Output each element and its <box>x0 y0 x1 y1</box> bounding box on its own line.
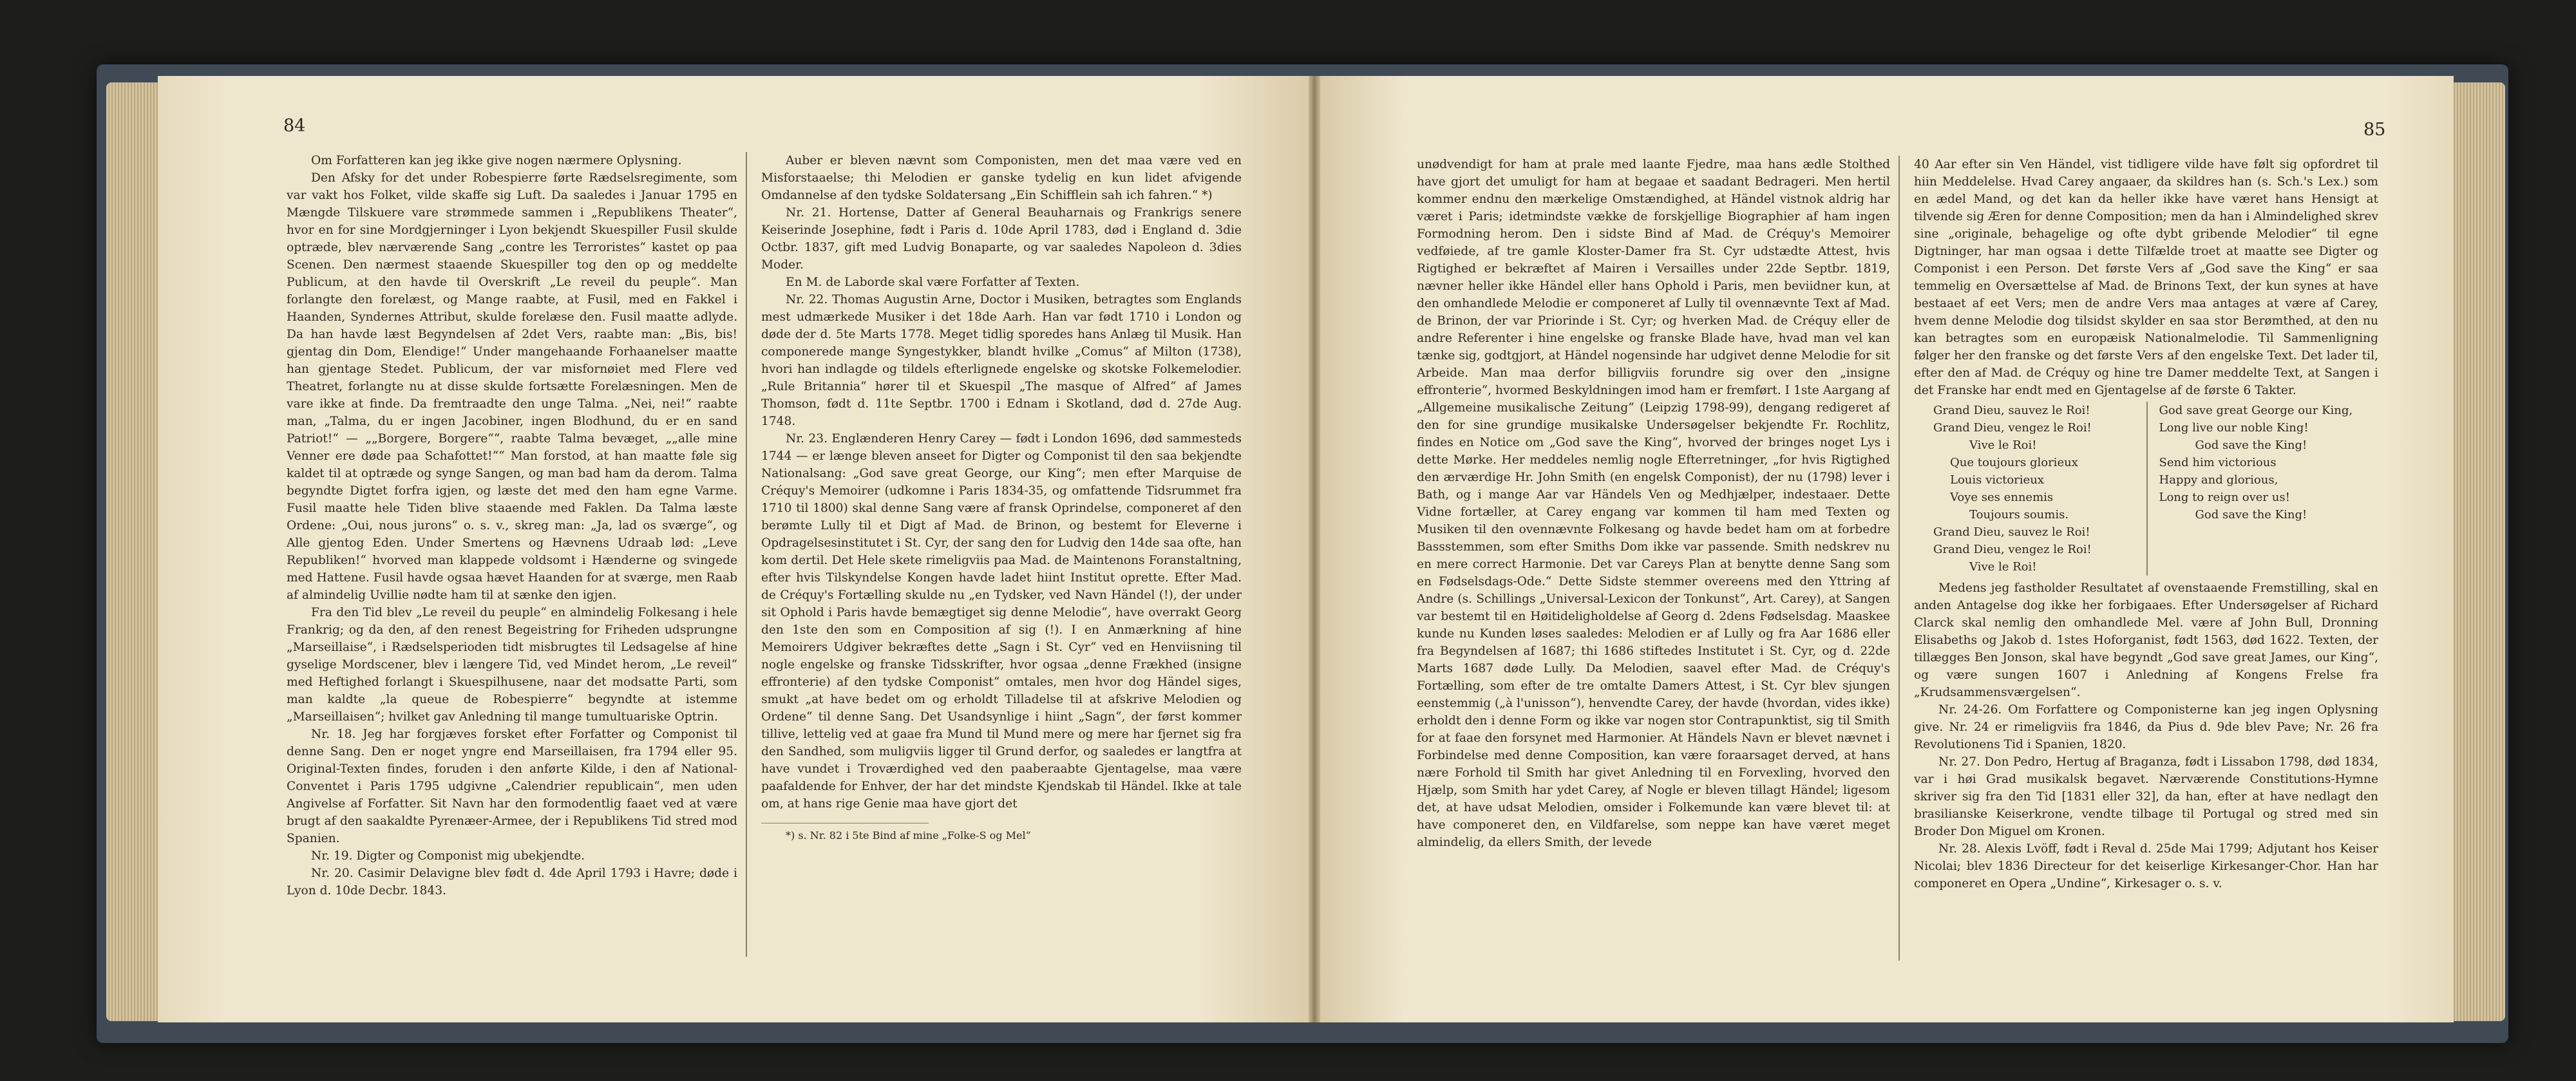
song-line: Vive le Roi! <box>1969 438 2037 452</box>
left-page-column-1 <box>287 152 737 957</box>
paragraph-nr-19: Nr. 19. Digter og Componist mig ubekjendte. <box>311 849 585 863</box>
song-line: Grand Dieu, vengez le Roi! <box>1933 421 2092 435</box>
song-line: Grand Dieu, sauvez le Roi! <box>1933 525 2090 539</box>
song-line: God save the King! <box>2195 438 2307 452</box>
left-page-column-2 <box>746 152 1242 957</box>
song-line: Send him victorious <box>2159 456 2277 469</box>
right-page-column-2 <box>1899 156 2378 961</box>
song-line: Vive le Roi! <box>1969 560 2037 574</box>
paragraph: Om Forfatteren kan jeg ikke give nogen nærmere Oplysning. <box>311 154 682 167</box>
song-line: Toujours soumis. <box>1969 508 2069 522</box>
book-gutter <box>1309 76 1320 1022</box>
paragraph: Medens jeg fastholder Resultatet af ovenstaaende Fremstilling, skal en anden Antagelse dog ikke her forbigaaes. Efter Undersøgelser af Richard Clarck skal nemlig den omhandlede Mel. være af John Bull, Dronning Elisabeths og Jakob d. 1stes Hoforganist, født 1563, død 1622. Texten, der tillægges Ben Jonson, skal have begyndt „God save great James, our King“, og være sungen 1607 i Anledning af Kongens Frelse fra „Krudsammensværgelsen“. <box>1914 581 2378 699</box>
paragraph: 40 Aar efter sin Ven Händel, vist tidligere vilde have følt sig opfordret til hiin Meddelelse. Hvad Carey angaaer, da skildres han (s. Sch.'s Lex.) som en ædel Mand, og det kan da heller ikke have været hans Hensigt at tilvende sig Æren for denne Composition; men da han i Almindelighed skrev sine „originale, behagelige og ofte dybt gribende Melodier“ til egne Digtninger, har man ogsaa i dette Tilfælde troet at maatte see Digter og Componist i een Person. Det første Vers af „God save the King“ er saa temmelig en Oversættelse af Mad. de Brinons Text, der kun synes at have bestaaet af eet Vers; men de andre Vers maa antages at være af Carey, hvem denne Melodie dog tilsidst skylder en saa stor Berømthed, at den nu kan betragtes som en europæisk Nationalmelodie. Til Sammenligning følger her den franske og det første Vers af den engelske Text. Det lader til, efter den af Mad. de Créquy og hine tre Damer meddelte Text, at Sangen i det Franske har endt med en Gjentagelse af de første 6 Takter. <box>1914 158 2378 397</box>
song-line: God save great George our King, <box>2159 404 2353 417</box>
song-english <box>2146 402 2379 576</box>
page-edges-left <box>106 82 164 1021</box>
paragraph-nr-23: Nr. 23. Englænderen Henry Carey — født i London 1696, død sammesteds 1744 — er længe bleven anseet for Digter og Componist til den saa bekjendte Nationalsang: „God save great George, our King“; men efter Marquise de Créquy's Memoirer (udkomne i Paris 1834-35, og omfattende Tidsrummet fra 1710 til 1800) skal denne Sang være af fransk Oprindelse, componeret af den berømte Lully til et Digt af Mad. de Brinon, og bestemt for Eleverne i Opdragelsesinstitutet i St. Cyr, der sang den for Ludvig den 14de saa ofte, han kom dertil. Det Hele skete rimeligviis paa Mad. de Maintenons Foranstaltning, efter hvis Tilskyndelse Kongen havde ladet hiint Institut oprette. Efter Mad. de Créquy's Fortælling skulde nu „en Tydsker, ved Navn Händel (!), der under sit Ophold i Paris havde bemægtiget sig denne Melodie“, have overrakt Georg den 1ste den som en Composition af sig (!). I en Anmærkning af hine Memoirers Udgiver bekræftes dette „Sagn i St. Cyr“ ved en Henviisning til nogle engelske og franske Tidsskrifter, hvor ogsaa „denne Frækhed (insigne effronterie) af den tydske Componist“ omtales, men hvor dog Händel siges, smukt „at have bedet om og erholdt Tilladelse til at afskrive Melodien og Ordene“ til denne Sang. Det Usandsynlige i hiint „Sagn“, der først kommer tillive, lettelig ved at gaae fra Mund til Mund mere og mere har fjernet sig fra den Sandhed, som muligviis ligger til Grund derfor, og saaledes er langtfra at have vundet i Troværdighed ved den paaberaabte Gjentagelse, maa være paafaldende for Enhver, der har det mindste Kjendskab til Händel. Ikke at tale om, at hans rige Genie maa have gjort det <box>761 432 1242 811</box>
paragraph-nr-18: Nr. 18. Jeg har forgjæves forsket efter Forfatter og Componist til denne Sang. Den er noget yngre end Marseillaisen, fra 1794 eller 95. Original-Texten findes, foruden i den anførte Kilde, i den af National-Conventet i Paris 1795 udgivne „Calendrier republicain“, men uden Angivelse af Forfatter. Sit Navn har den formodentlig faaet ved at være brugt af den saakaldte Pyrenæer-Armee, der i Republikens Tid stred mod Spanien. <box>287 728 737 845</box>
song-line: Louis victorieux <box>1950 473 2044 487</box>
paragraph-nr-21: Nr. 21. Hortense, Datter af General Beauharnais og Frankrigs senere Keiserinde Josephine, født i Paris d. 10de April 1783, død i England d. 3die Octbr. 1837, gift med Ludvig Bonaparte, og var saaledes Napoleon d. 3dies Moder. <box>761 206 1242 272</box>
column-rule <box>746 152 747 957</box>
song-line: Grand Dieu, sauvez le Roi! <box>1933 404 2090 417</box>
song-line: God save the King! <box>2195 508 2307 522</box>
right-page-column-1 <box>1417 156 1890 961</box>
right-page-number: 85 <box>2363 120 2386 140</box>
song-line: Que toujours glorieux <box>1950 456 2078 469</box>
paragraph-nr-24-26: Nr. 24-26. Om Forfattere og Componisterne kan jeg ingen Oplysning give. Nr. 24 er rimeligviis fra 1846, da Pius d. 9de blev Pave; Nr. 26 fra Revolutionens Tid i Spanien, 1820. <box>1914 703 2378 751</box>
paragraph: unødvendigt for ham at prale med laante Fjedre, maa hans ædle Stolthed have gjort det umuligt for ham at begaae et saadant Bedrageri. Men hertil kommer endnu den mærkelige Omstændighed, at Händel vistnok aldrig har været i Paris; idetmindste vække de forskjellige Biographier af ham ingen Formodning herom. Den i sidste Bind af Mad. de Créquy's Memoirer vedføiede, af tre gamle Kloster-Damer fra St. Cyr udstædte Attest, hvis Rigtighed er bekræftet af Mairen i Versailles under 22de Septbr. 1819, nævner heller ikke Händel eller hans Ophold i Paris, men beviidner kun, at den omhandlede Melodie er componeret af Lully til ovennævnte Text af Mad. de Brinon, der var Priorinde i St. Cyr; og hverken Mad. de Créquy eller de andre Referenter i hine engelske og franske Blade have, hvad man vel kan tænke sig, godtgjort, at Händel nogensinde har udgivet denne Melodie for sit Arbeide. Man maa derfor billigviis forundre sig over den „insigne effronterie“, hvormed Beskyldningen imod ham er fremført. I 1ste Aargang af „Allgemeine musikalische Zeitung“ (Leipzig 1798-99), dengang redigeret af den for sine grundige musikalske Undersøgelser bekjendte Fr. Rochlitz, findes en Notice om „God save the King“, hvorved der bringes noget Lys i dette Mørke. Her meddeles nemlig nogle Efterretninger, „for hvis Rigtighed den ærværdige Hr. John Smith (en engelsk Componist), der nu (1798) lever i Bath, og i mange Aar var Händels Ven og Medhjælper, indestaaer. Dette Vidne fortæller, at Carey engang var kommen til ham med Texten og Musiken til den ovennævnte Folkesang og havde bedet ham om at forbedre Bassstemmen, som efter Smiths Dom ikke var passende. Smith nedskrev nu en mere correct Harmonie. Det var Careys Plan at benytte denne Sang som en Fødselsdags-Ode.“ Dette Sidste stemmer overeens med den Yttring af Andre (s. Schillings „Universal-Lexicon der Tonkunst“, Art. Carey), at Sangen var bestemt til en Høitideligholdelse af Georg d. 2dens Fødselsdag. Maaskee kunde nu Kunden løses saaledes: Melodien er af Lully og fra Aar 1686 eller fra Begyndelsen af 1687; thi 1686 stiftedes Institutet i St. Cyr, og d. 22de Marts 1687 døde Lully. Da Melodien, saavel efter Mad. de Créquy's Fortælling, som efter de tre omtalte Damers Attest, i St. Cyr blev sjungen eenstemmig („à l'unisson“), henvendte Carey, der havde (hvordan, vides ikke) erholdt den i denne Form og ikke var nogen stor Contrapunktist, sig til Smith for at faae den forsynet med Harmonier. At Händels Navn er blevet nævnet i Forbindelse med denne Composition, kan være foraarsaget derved, at hans nære Forhold til Smith har givet Anledning til en Forvexling, hvorved den Hjælp, som Smith har ydet Carey, af Nogle er bleven tillagt Händel; ligesom det, at have udsat Melodien, omsider i Folkemunde kan være blevet til: at have componeret den, en Vildfarelse, som neppe kan have været meget almindelig, da ellers Smith, der levede <box>1417 158 1890 849</box>
footnote: *) s. Nr. 82 i 5te Bind af mine „Folke-S og Mel“ <box>786 829 1031 841</box>
song-line: Happy and glorious, <box>2159 473 2278 487</box>
paragraph-nr-27: Nr. 27. Don Pedro, Hertug af Braganza, født i Lissabon 1798, død 1834, var i høi Grad musikalsk begavet. Nærværende Constitutions-Hymne skriver sig fra den Tid [1831 eller 32], da han, efter at have nedlagt den brasilianske Keiserkrone, vendte tilbage til Portugal og stred med sin Broder Don Miguel om Kronen. <box>1914 755 2378 838</box>
song-text <box>1914 402 2378 576</box>
song-line: Grand Dieu, vengez le Roi! <box>1933 543 2092 556</box>
page-edges-right <box>2454 82 2505 1021</box>
song-french <box>1914 402 2146 576</box>
paragraph-nr-22: Nr. 22. Thomas Augustin Arne, Doctor i Musiken, betragtes som Englands mest udmærkede Musiker i det 18de Aarh. Han var født 1710 i London og døde der d. 5te Marts 1778. Meget tidlig sporedes hans Anlæg til Musik. Han componerede mange Syngestykker, blandt hvilke „Comus“ af Milton (1738), hvori han indlagde og tildels efterlignede engelske og skotske Folkemelodier. „Rule Britannia“ hører til et Skuespil „The masque of Alfred“ af James Thomson, født d. 11te Septbr. 1700 i Ednam i Skotland, død d. 27de Aug. 1748. <box>761 293 1242 428</box>
song-line: Long live our noble King! <box>2159 421 2309 435</box>
paragraph: Fra den Tid blev „Le reveil du peuple“ en almindelig Folkesang i hele Frankrig; og da den, af den renest Begeistring for Friheden udsprungne „Marseillaise“, i Rædselsperioden tidt misbrugtes til Ledsagelse af hine gyselige Mordscener, blev i længere Tid, ved Mindet herom, „Le reveil“ med Heftighed forlangt i Skuespilhusene, naar det modsatte Parti, som man kaldte „la queue de Robespierre“ begyndte at istemme „Marseillaisen“; hvilket gav Anledning til mange tumultuariske Optrin. <box>287 606 737 724</box>
paragraph: En M. de Laborde skal være Forfatter af Texten. <box>786 276 1080 289</box>
paragraph-nr-28: Nr. 28. Alexis Lvöff, født i Reval d. 25de Mai 1799; Adjutant hos Keiser Nicolai; blev 1836 Directeur for det keiserlige Kirkesanger-Chor. Han har componeret en Opera „Undine“, Kirkesager o. s. v. <box>1914 842 2378 890</box>
column-rule <box>1899 156 1900 961</box>
song-line: Long to reign over us! <box>2159 491 2290 504</box>
paragraph: Auber er bleven nævnt som Componisten, men det maa være ved en Misforstaaelse; thi Melodien er ganske tydelig en kun lidet afvigende Omdannelse af den tydske Soldatersang „Ein Schifflein sah ich fahren.“ *) <box>761 154 1242 202</box>
left-page-number: 84 <box>283 116 306 136</box>
paragraph-nr-20: Nr. 20. Casimir Delavigne blev født d. 4de April 1793 i Havre; døde i Lyon d. 10de Decbr. 1843. <box>287 867 737 898</box>
paragraph: Den Afsky for det under Robespierre førte Rædselsregimente, som var vakt hos Folket, vilde skaffe sig Luft. Da saaledes i Januar 1795 en Mængde Tilskuere vare strømmede sammen i „Republikens Theater“, hvor en for sine Mordgjerninger i Lyon bekjendt Skuespiller Fusil skulde optræde, blev nærværende Sang „contre les Terroristes“ kastet op paa Scenen. Den nærmest staaende Skuespiller tog den op og meddelte Publicum, at den havde til Overskrift „Le reveil du peuple“. Man forlangte den forelæst, og Mange raabte, at Fusil, med en Fakkel i Haanden, Syndernes Attribut, skulde forelæse den. Fusil maatte adlyde. Da han havde læst Begyndelsen af 2det Vers, raabte man: „Bis, bis! gjentag din Dom, Elendige!“ Under mangehaande Forhaanelser maatte han gjentage Stedet. Publicum, der var misfornøiet med Flere ved Theatret, forlangte nu at disse skulde fortsætte Forelæsningen. Men de vare ikke at finde. Da fremtraadte den unge Talma. „Nei, nei!“ raabte man, „Talma, du er ingen Jacobiner, ingen Blodhund, du er en sand Patriot!“ — „„Borgere, Borgere““, raabte Talma bevæget, „„alle mine Venner ere døde paa Schafottet!““ Man forstod, at han maatte føle sig kaldet til at optræde og synge Sangen, og man bad ham da derom. Talma begyndte Digtet forfra igjen, og læste det med den ham egne Varme. Fusil maatte hele Tiden blive staaende med Faklen. Da Talma læste Ordene: „Oui, nous jurons“ o. s. v., skreg man: „Ja, lad os sværge“, og Alle gjentog Eden. Under Smertens og Hævnens Udraab lød: „Leve Republiken!“ hvorved man klappede voldsomt i Hænderne og svingede med Hattene. Fusil havde ogsaa hævet Haanden for at sværge, men Raab af almindelig Uvillie nødte ham til at sænke den igjen. <box>287 171 737 602</box>
song-line: Voye ses ennemis <box>1950 491 2054 504</box>
